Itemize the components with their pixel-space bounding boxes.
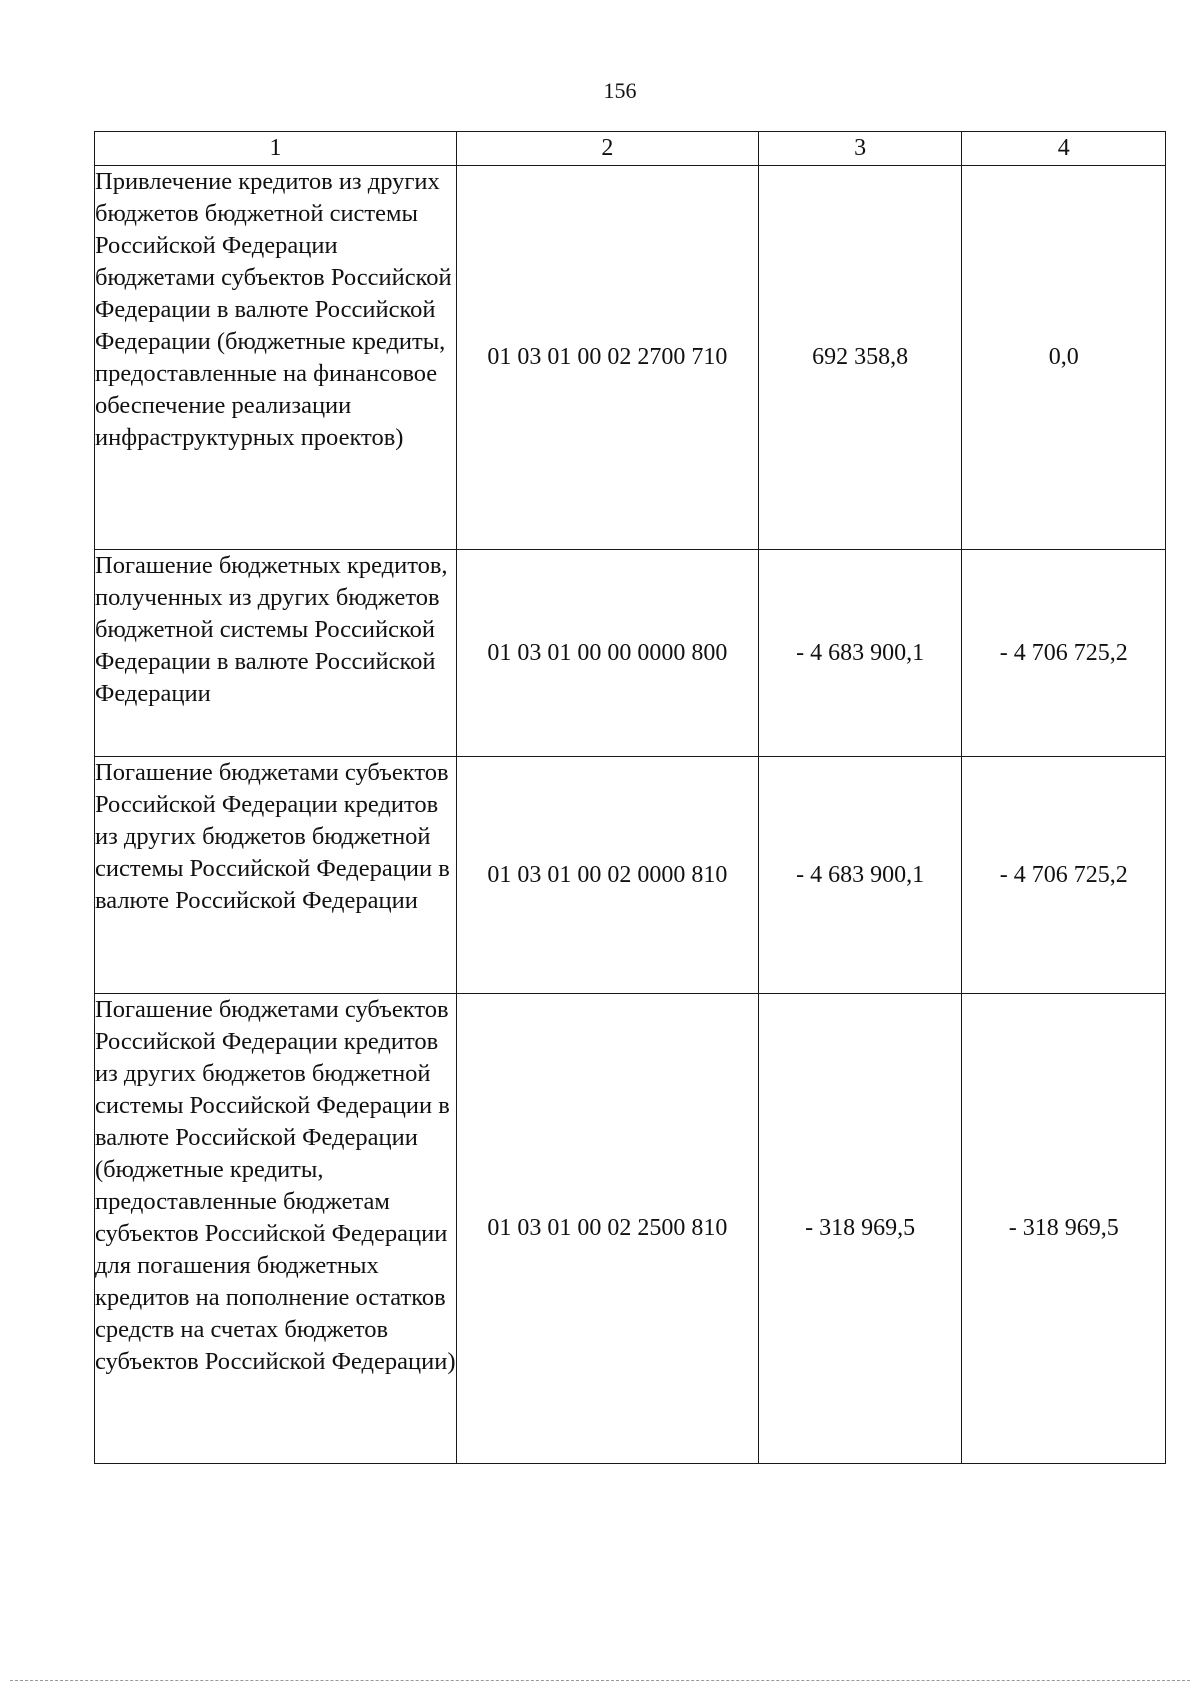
row-code: 01 03 01 00 00 0000 800 bbox=[457, 550, 759, 757]
table-header-row bbox=[95, 132, 1166, 166]
page-bottom-rule bbox=[10, 1680, 1190, 1681]
table-row bbox=[95, 550, 1166, 757]
table-row bbox=[95, 166, 1166, 550]
budget-table bbox=[94, 131, 1166, 1464]
column-header-4: 4 bbox=[962, 132, 1166, 166]
column-header-1: 1 bbox=[95, 132, 457, 166]
row-description: Погашение бюджетами субъектов Российской Федерации кредитов из других бюджетов бюджетной системы Российской Федерации в валюте Российской Федерации bbox=[95, 757, 457, 994]
row-value-4: - 318 969,5 bbox=[962, 994, 1166, 1464]
row-value-3: 692 358,8 bbox=[758, 166, 962, 550]
row-value-3: - 4 683 900,1 bbox=[758, 757, 962, 994]
table-row bbox=[95, 994, 1166, 1464]
page-number: 156 bbox=[603, 78, 637, 103]
table-row bbox=[95, 757, 1166, 994]
row-description: Привлечение кредитов из других бюджетов бюджетной системы Российской Федерации бюджетами субъектов Российской Федерации в валюте Российской Федерации (бюджетные кредиты, предоставленные на финансовое обеспечение реализации инфраструктурных проектов) bbox=[95, 166, 457, 550]
row-value-4: - 4 706 725,2 bbox=[962, 550, 1166, 757]
row-value-4: - 4 706 725,2 bbox=[962, 757, 1166, 994]
row-description: Погашение бюджетных кредитов, полученных из других бюджетов бюджетной системы Российской Федерации в валюте Российской Федерации bbox=[95, 550, 457, 757]
row-value-3: - 4 683 900,1 bbox=[758, 550, 962, 757]
column-header-3: 3 bbox=[758, 132, 962, 166]
row-code: 01 03 01 00 02 2700 710 bbox=[457, 166, 759, 550]
row-code: 01 03 01 00 02 0000 810 bbox=[457, 757, 759, 994]
row-value-4: 0,0 bbox=[962, 166, 1166, 550]
row-code: 01 03 01 00 02 2500 810 bbox=[457, 994, 759, 1464]
row-value-3: - 318 969,5 bbox=[758, 994, 962, 1464]
column-header-2: 2 bbox=[457, 132, 759, 166]
row-description: Погашение бюджетами субъектов Российской Федерации кредитов из других бюджетов бюджетной системы Российской Федерации в валюте Российской Федерации (бюджетные кредиты, предоставленные бюджетам субъектов Российской Федерации для погашения бюджетных кредитов на пополнение остатков средств на счетах бюджетов субъектов Российской Федерации) bbox=[95, 994, 457, 1464]
